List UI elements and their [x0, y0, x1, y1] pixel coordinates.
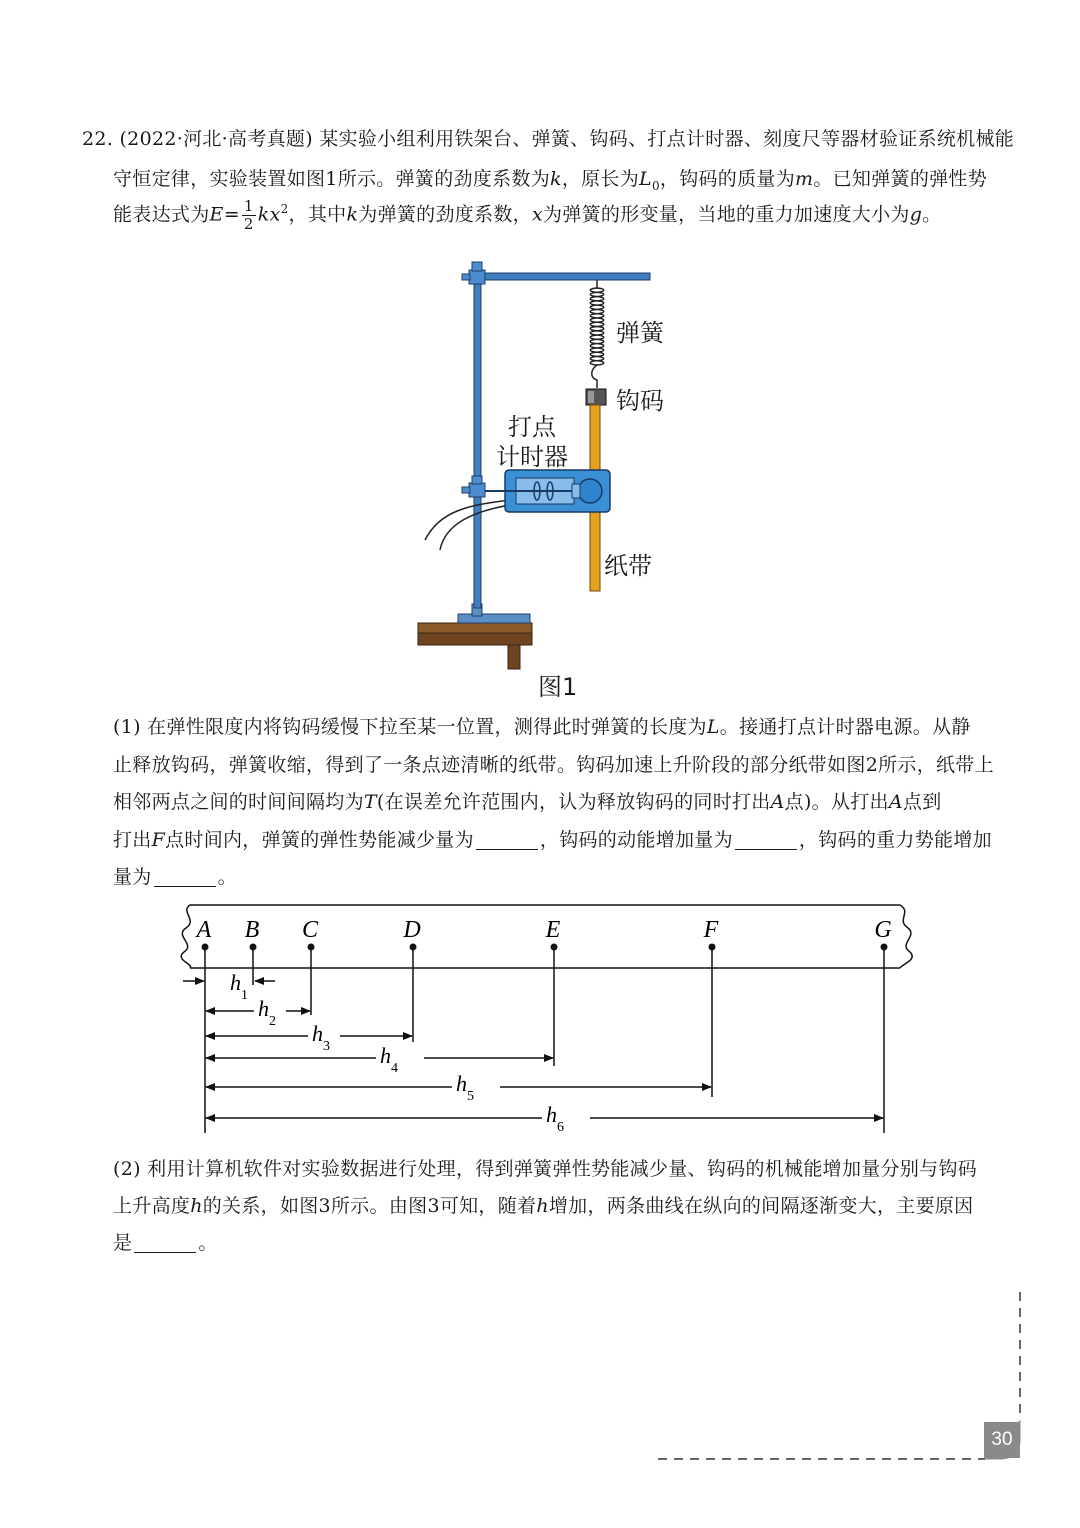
dimension-label-h2: h2 [258, 996, 276, 1029]
question-source: (2022·河北·高考真题) [119, 128, 313, 150]
stand-base [458, 614, 530, 623]
figure-1-caption: 图1 [538, 673, 578, 701]
top-clamp [469, 270, 485, 284]
question-number: 22. [82, 128, 114, 150]
page-corner-decoration [650, 1285, 1040, 1470]
timer-bolt [572, 484, 580, 498]
question-line-1: 22. (2022·河北·高考真题) 某实验小组利用铁架台、弹簧、钩码、打点计时器、刻度尺等器材验证系统机械能 [82, 128, 1015, 150]
tape-right-break [900, 905, 912, 968]
stand-arm [478, 273, 650, 280]
timer-disc [578, 479, 602, 503]
fraction-half: $\frac{1}{2}$ [243, 197, 254, 233]
tape-point-label-c: C [301, 917, 319, 943]
question-line-3: 能表达式为E= $\frac{1}{2}$ $kx^2$，其中k为弹簧的劲度系数，x为弹簧的形变量，当地的重力加速度大小为g。 [113, 197, 942, 233]
table-edge [418, 633, 532, 645]
answer-blank-kinetic-energy[interactable] [735, 848, 797, 850]
part2-line-1: (2) 利用计算机软件对实验数据进行处理，得到弹簧弹性势能减少量、钩码的机械能增加量分别与钩码 [113, 1158, 978, 1180]
question-line-2: 守恒定律，实验装置如图1所示。弹簧的劲度系数为k，原长为$L_0$，钩码的质量为m。已知弹簧的弹性势 [113, 168, 988, 193]
dimension-label-h4: h4 [380, 1043, 398, 1076]
dimension-label-h5: h5 [456, 1071, 474, 1104]
weight-highlight [588, 391, 594, 403]
spring-bottom-hook [592, 365, 597, 388]
middle-clamp-screw [462, 487, 470, 493]
part1-line-5: 量为 。 [113, 866, 237, 888]
tape-point-label-f: F [703, 917, 719, 943]
part1-line-1: (1) 在弹性限度内将钩码缓慢下拉至某一位置，测得此时弹簧的长度为L。接通打点计时器电源。从静 [113, 716, 971, 738]
part1-line-3: 相邻两点之间的时间间隔均为T(在误差允许范围内，认为释放钩码的同时打出A点)。从打出A点到 [113, 791, 942, 813]
spring-coil [590, 288, 604, 365]
tape-point-label-d: D [403, 917, 421, 943]
figure-2-tape [160, 895, 920, 1140]
tape-point-label-a: A [196, 917, 212, 943]
table-leg [508, 645, 520, 669]
top-clamp-screw [462, 274, 470, 280]
weight-label: 钩码 [616, 387, 664, 415]
part2-line-2: 上升高度h的关系，如图3所示。由图3可知，随着h增加，两条曲线在纵向的间隔逐渐变大，主要原因 [113, 1195, 974, 1217]
answer-blank-main-reason[interactable] [134, 1251, 196, 1253]
answer-blank-gravity-pe[interactable] [154, 885, 216, 887]
spring-label: 弹簧 [616, 319, 664, 347]
dimension-label-h6: h6 [546, 1102, 564, 1135]
timer-cable [425, 500, 510, 540]
part2-line-3: 是 。 [113, 1232, 218, 1254]
page-number: 30 [984, 1422, 1020, 1458]
tape-point-label-g: G [874, 917, 892, 943]
tape-left-break [181, 905, 190, 968]
middle-clamp-knob [472, 476, 482, 484]
table-top [418, 623, 532, 633]
dimension-label-h1: h1 [230, 970, 248, 1003]
part1-line-4: 打出F点时间内，弹簧的弹性势能减少量为 ，钩码的动能增加量为 ，钩码的重力势能增加 [113, 829, 992, 851]
top-clamp-knob [472, 262, 482, 271]
timer-label-line-2: 计时器 [496, 443, 568, 471]
answer-blank-elastic-pe[interactable] [476, 848, 538, 850]
stand-rod [474, 268, 481, 608]
middle-clamp [469, 483, 485, 497]
tape-point-label-e: E [545, 917, 561, 943]
dimension-label-h3: h3 [312, 1021, 330, 1054]
part1-line-2: 止释放钩码，弹簧收缩，得到了一条点迹清晰的纸带。钩码加速上升阶段的部分纸带如图2所示，纸带上 [113, 754, 994, 776]
timer-label-line-1: 打点 [508, 413, 556, 441]
tape-point-label-b: B [244, 917, 260, 943]
tape-label: 纸带 [604, 552, 652, 580]
